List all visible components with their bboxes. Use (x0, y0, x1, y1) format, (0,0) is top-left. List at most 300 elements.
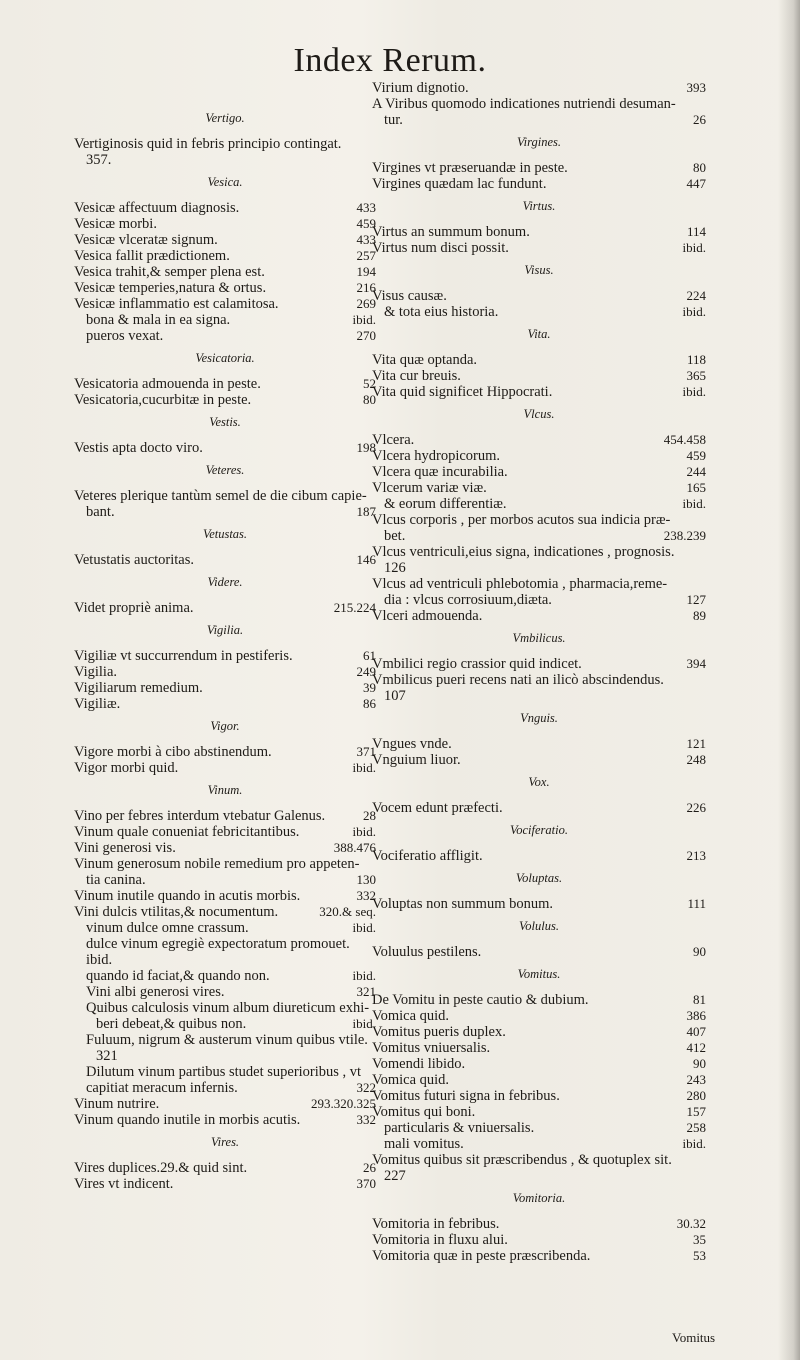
entry-text: vinum dulce omne crassum. (86, 920, 249, 936)
entry-pages: ibid. (682, 496, 706, 511)
index-entry (74, 152, 376, 168)
index-entry (74, 1048, 376, 1064)
section-heading: Vestis. (209, 415, 241, 429)
entry-pages: 86 (363, 696, 376, 711)
entry-pages: 320.& seq. (319, 904, 376, 919)
entry-pages: 157 (686, 1104, 706, 1119)
entry-pages: 280 (686, 1088, 706, 1103)
right-column (372, 80, 706, 1268)
entry-text: bant. (86, 504, 115, 520)
entry-text: Vlceri admouenda. (372, 608, 483, 624)
entry-pages: 198 (356, 440, 376, 455)
entry-text: & tota eius historia. (384, 304, 499, 320)
entry-pages: ibid. (682, 240, 706, 255)
entry-pages: 28 (363, 808, 376, 823)
index-section (74, 1134, 376, 1192)
entry-text: Vomica quid. (372, 1008, 450, 1024)
index-section (372, 1190, 706, 1264)
entry-text: mali vomitus. (384, 1136, 464, 1152)
entry-text: Vires vt indicent. (74, 1176, 174, 1192)
entry-text: tur. (384, 112, 403, 128)
entry-text: Vlcus ventriculi,eius signa, indicationes , prognosis. (372, 544, 675, 560)
entry-pages: ibid. (352, 968, 376, 983)
entry-pages: 187 (356, 504, 376, 519)
entry-pages: 194 (356, 264, 376, 279)
section-heading: Visus. (524, 263, 554, 277)
entry-text: 321 (96, 1048, 118, 1064)
index-entry (372, 512, 706, 528)
entry-text: Vini albi generosi vires. (86, 984, 225, 1000)
section-heading: Vita. (527, 327, 551, 341)
entry-pages: 370 (356, 1176, 376, 1191)
index-section (372, 918, 706, 960)
entry-text: Virgines quædam lac fundunt. (372, 176, 547, 192)
index-entry (372, 1152, 706, 1168)
entry-text: Quibus calculosis vinum album diureticum exhi- (86, 1000, 370, 1016)
index-entry (372, 1168, 706, 1184)
entry-pages: 216 (356, 280, 376, 295)
index-section (372, 774, 706, 816)
entry-pages: 332 (356, 1112, 376, 1127)
entry-text: pueros vexat. (86, 328, 164, 344)
entry-text: Vesicatoria,cucurbitæ in peste. (74, 392, 252, 408)
index-entry (372, 848, 706, 864)
entry-text: dulce vinum egregiè expectoratum promouet. (86, 936, 350, 952)
entry-pages: 130 (356, 872, 376, 887)
entry-pages: ibid. (352, 824, 376, 839)
entry-text: Vigiliarum remedium. (74, 680, 203, 696)
entry-text: 126 (384, 560, 406, 576)
entry-pages: 371 (356, 744, 376, 759)
entry-text: Vomendi libido. (372, 1056, 466, 1072)
section-heading: Vomitoria. (512, 1191, 566, 1205)
entry-text: Vinum quale conueniat febricitantibus. (74, 824, 300, 840)
entry-text: Vigiliæ vt succurrendum in pestiferis. (74, 648, 293, 664)
index-entry (74, 248, 376, 264)
index-entry (74, 1176, 376, 1192)
index-entry (372, 992, 706, 1008)
catchword: Vomitus (672, 1330, 716, 1345)
entry-text: Vomitus futuri signa in febribus. (372, 1088, 560, 1104)
index-section (372, 80, 706, 128)
index-entry (74, 504, 376, 520)
index-entry (74, 280, 376, 296)
entry-pages: 388.476 (333, 840, 376, 855)
section-heading: Vesicatoria. (195, 351, 255, 365)
entry-text: Voluulus pestilens. (372, 944, 482, 960)
entry-pages: 394 (686, 656, 706, 671)
section-heading: Vertigo. (205, 111, 245, 125)
index-entry (372, 560, 706, 576)
entry-pages: 226 (686, 800, 706, 815)
entry-pages: 433 (356, 232, 376, 247)
entry-pages: 224 (686, 288, 706, 303)
entry-text: capitiat meracum infernis. (86, 1080, 238, 1096)
entry-text: Vetustatis auctoritas. (74, 552, 195, 568)
entry-pages: 248 (686, 752, 706, 767)
entry-text: Vires duplices.29.& quid sint. (74, 1160, 248, 1176)
index-entry (74, 1112, 376, 1128)
index-entry (372, 464, 706, 480)
section-heading: Vetustas. (202, 527, 248, 541)
entry-text: Vita quid significet Hippocrati. (372, 384, 553, 400)
index-entry (372, 736, 706, 752)
entry-text: Vesica trahit,& semper plena est. (74, 264, 265, 280)
entry-text: De Vomitu in peste cautio & dubium. (372, 992, 589, 1008)
index-entry (74, 744, 376, 760)
entry-text: Videt propriè anima. (74, 600, 194, 616)
entry-text: Veteres plerique tantùm semel de die cibum capie- (74, 488, 367, 504)
index-entry (372, 1072, 706, 1088)
index-section (372, 198, 706, 256)
left-column (74, 104, 376, 1196)
entry-text: Vomitus quibus sit præscribendus , & quotuplex sit. (372, 1152, 672, 1168)
index-section (74, 622, 376, 712)
entry-text: particularis & vniuersalis. (384, 1120, 535, 1136)
entry-text: Vestis apta docto viro. (74, 440, 203, 456)
index-entry (74, 264, 376, 280)
index-entry (74, 824, 376, 840)
entry-text: Virtus an summum bonum. (372, 224, 530, 240)
index-entry (372, 1104, 706, 1120)
index-section (74, 174, 376, 344)
entry-pages: 257 (356, 248, 376, 263)
index-entry (372, 800, 706, 816)
entry-pages: 365 (686, 368, 706, 383)
entry-text: quando id faciat,& quando non. (86, 968, 270, 984)
index-entry (372, 1136, 706, 1152)
entry-text: Vlcera quæ incurabilia. (372, 464, 508, 480)
index-entry (372, 1216, 706, 1232)
entry-pages: 215.224 (333, 600, 376, 615)
index-section (74, 350, 376, 408)
entry-pages: 114 (686, 224, 706, 239)
entry-pages: 321 (356, 984, 376, 999)
entry-text: Vomitus pueris duplex. (372, 1024, 506, 1040)
entry-text: Vngues vnde. (372, 736, 452, 752)
section-heading: Virtus. (522, 199, 556, 213)
index-entry (74, 232, 376, 248)
entry-text: Virtus num disci possit. (372, 240, 509, 256)
index-entry (372, 160, 706, 176)
entry-pages: 270 (356, 328, 376, 343)
section-heading: Videre. (207, 575, 243, 589)
index-entry (74, 888, 376, 904)
section-heading: Vmbilicus. (512, 631, 566, 645)
index-section (372, 822, 706, 864)
entry-pages: 407 (686, 1024, 706, 1039)
entry-pages: 53 (693, 1248, 706, 1263)
index-entry (372, 672, 706, 688)
entry-text: Virium dignotio. (372, 80, 469, 96)
entry-text: bona & mala in ea signa. (86, 312, 231, 328)
index-entry (372, 80, 706, 96)
entry-text: Vlcus corporis , per morbos acutos sua indicia præ- (372, 512, 671, 528)
index-entry (74, 1080, 376, 1096)
entry-text: Vesicæ morbi. (74, 216, 157, 232)
entry-text: Vnguium liuor. (372, 752, 461, 768)
section-heading: Vlcus. (523, 407, 555, 421)
entry-pages: 30.32 (676, 1216, 706, 1231)
index-entry (372, 1024, 706, 1040)
entry-text: Vlcera. (372, 432, 415, 448)
entry-text: Vesicæ temperies,natura & ortus. (74, 280, 267, 296)
index-entry (372, 752, 706, 768)
entry-pages: 433 (356, 200, 376, 215)
section-heading: Vigilia. (206, 623, 244, 637)
index-entry (74, 552, 376, 568)
index-entry (74, 216, 376, 232)
entry-text: Voluptas non summum bonum. (372, 896, 553, 912)
index-entry (372, 688, 706, 704)
section-heading: Vinum. (207, 783, 243, 797)
entry-text: Vinum nutrire. (74, 1096, 160, 1112)
index-entry (74, 920, 376, 936)
entry-pages: 459 (356, 216, 376, 231)
entry-text: Virgines vt præseruandæ in peste. (372, 160, 568, 176)
entry-pages: ibid. (682, 1136, 706, 1151)
section-heading: Vociferatio. (510, 823, 568, 837)
index-entry (74, 440, 376, 456)
index-entry (74, 664, 376, 680)
index-entry (74, 1000, 376, 1016)
index-entry (372, 432, 706, 448)
index-entry (74, 760, 376, 776)
index-entry (372, 1008, 706, 1024)
index-entry (74, 200, 376, 216)
entry-text: Vini generosi vis. (74, 840, 176, 856)
entry-text: Vini dulcis vtilitas,& nocumentum. (74, 904, 279, 920)
entry-pages: 238.239 (663, 528, 706, 543)
entry-text: Vomitoria quæ in peste præscribenda. (372, 1248, 591, 1264)
entry-pages: ibid. (352, 920, 376, 935)
entry-text: Vlcus ad ventriculi phlebotomia , pharmacia,reme- (372, 576, 668, 592)
index-entry (74, 1160, 376, 1176)
entry-text: 357. (86, 152, 112, 168)
section-heading: Vesica. (207, 175, 243, 189)
entry-text: Vinum quando inutile in morbis acutis. (74, 1112, 301, 1128)
entry-pages: 386 (686, 1008, 706, 1023)
index-entry (372, 288, 706, 304)
entry-pages: ibid. (682, 304, 706, 319)
entry-pages: 165 (686, 480, 706, 495)
section-heading: Vomitus. (517, 967, 561, 981)
entry-text: beri debeat,& quibus non. (96, 1016, 247, 1032)
section-heading: Veteres. (205, 463, 245, 477)
index-entry (372, 896, 706, 912)
entry-pages: 447 (686, 176, 706, 191)
entry-text: Vlcera hydropicorum. (372, 448, 501, 464)
index-entry (74, 1064, 376, 1080)
entry-text: Fuluum, nigrum & austerum vinum quibus vtile. (86, 1032, 368, 1048)
entry-text: tia canina. (86, 872, 146, 888)
index-entry (74, 952, 376, 968)
entry-pages: 90 (693, 1056, 706, 1071)
index-entry (372, 1040, 706, 1056)
entry-pages: 111 (687, 896, 706, 911)
entry-text: Vino per febres interdum vtebatur Galenus. (74, 808, 326, 824)
entry-pages: 393 (686, 80, 706, 95)
index-entry (74, 968, 376, 984)
section-heading: Vox. (528, 775, 550, 789)
entry-text: 107 (384, 688, 406, 704)
index-entry (372, 96, 706, 112)
entry-pages: 213 (686, 848, 706, 863)
index-entry (372, 368, 706, 384)
index-entry (372, 496, 706, 512)
index-entry (372, 592, 706, 608)
entry-text: Dilutum vinum partibus studet superioribus , vt (86, 1064, 362, 1080)
index-entry (372, 1248, 706, 1264)
index-entry (372, 352, 706, 368)
index-entry (372, 384, 706, 400)
entry-text: bet. (384, 528, 406, 544)
index-section (74, 526, 376, 568)
entry-pages: 127 (686, 592, 706, 607)
entry-text: Vmbilici regio crassior quid indicet. (372, 656, 582, 672)
entry-text: Visus causæ. (372, 288, 447, 304)
entry-pages: 39 (363, 680, 376, 695)
entry-pages: 121 (686, 736, 706, 751)
section-heading: Volulus. (519, 919, 559, 933)
index-entry (74, 1032, 376, 1048)
entry-pages: 35 (693, 1232, 706, 1247)
index-entry (74, 1096, 376, 1112)
index-entry (74, 680, 376, 696)
entry-text: Vesicæ inflammatio est calamitosa. (74, 296, 279, 312)
index-entry (74, 136, 376, 152)
index-section (372, 630, 706, 704)
entry-pages: 80 (363, 392, 376, 407)
index-entry (74, 808, 376, 824)
index-section (372, 262, 706, 320)
entry-text: Vmbilicus pueri recens nati an ilicò abscindendus. (372, 672, 664, 688)
entry-pages: 118 (686, 352, 706, 367)
entry-pages: 249 (356, 664, 376, 679)
entry-text: Vigilia. (74, 664, 118, 680)
index-entry (74, 392, 376, 408)
entry-text: Vesica fallit prædictionem. (74, 248, 230, 264)
entry-text: Vinum inutile quando in acutis morbis. (74, 888, 301, 904)
index-entry (372, 1056, 706, 1072)
index-entry (372, 544, 706, 560)
index-entry (372, 1232, 706, 1248)
entry-text: Vertiginosis quid in febris principio contingat. (74, 136, 342, 152)
entry-text: Vesicæ affectuum diagnosis. (74, 200, 240, 216)
index-entry (372, 1120, 706, 1136)
entry-pages: ibid. (682, 384, 706, 399)
entry-pages: 293.320.325 (311, 1096, 376, 1111)
index-entry (372, 1088, 706, 1104)
entry-text: Vesicæ vlceratæ signum. (74, 232, 218, 248)
index-entry (372, 112, 706, 128)
entry-text: Vita cur breuis. (372, 368, 461, 384)
entry-text: Vomica quid. (372, 1072, 450, 1088)
index-section (74, 574, 376, 616)
entry-pages: 244 (686, 464, 706, 479)
index-section (372, 710, 706, 768)
entry-text: Vomitus qui boni. (372, 1104, 476, 1120)
index-section (74, 110, 376, 168)
entry-pages: 454.458 (663, 432, 706, 447)
entry-pages: 269 (356, 296, 376, 311)
index-entry (372, 448, 706, 464)
entry-pages: 26 (693, 112, 706, 127)
entry-pages: 412 (686, 1040, 706, 1055)
section-heading: Vigor. (210, 719, 240, 733)
entry-text: dia : vlcus corrosiuum,diæta. (384, 592, 552, 608)
index-entry (372, 480, 706, 496)
index-entry (74, 840, 376, 856)
index-section (372, 326, 706, 400)
index-section (74, 782, 376, 1128)
entry-pages: ibid. (352, 312, 376, 327)
entry-text: 227 (384, 1168, 406, 1184)
index-entry (74, 328, 376, 344)
index-section (372, 870, 706, 912)
entry-text: Vocem edunt præfecti. (372, 800, 503, 816)
page-edge-shadow (778, 0, 800, 1360)
index-entry (372, 944, 706, 960)
section-heading: Voluptas. (515, 871, 563, 885)
entry-pages: 52 (363, 376, 376, 391)
entry-pages: ibid. (352, 760, 376, 775)
index-entry (372, 576, 706, 592)
index-section (74, 718, 376, 776)
index-section (372, 134, 706, 192)
entry-pages: 322 (356, 1080, 376, 1095)
index-entry (74, 376, 376, 392)
index-entry (372, 656, 706, 672)
index-entry (74, 984, 376, 1000)
index-entry (372, 176, 706, 192)
index-section (372, 966, 706, 1184)
entry-text: Vigiliæ. (74, 696, 121, 712)
entry-pages: 81 (693, 992, 706, 1007)
entry-text: Vociferatio affligit. (372, 848, 483, 864)
index-entry (74, 600, 376, 616)
entry-text: Vomitus vniuersalis. (372, 1040, 491, 1056)
entry-text: Vita quæ optanda. (372, 352, 478, 368)
entry-pages: 80 (693, 160, 706, 175)
index-entry (74, 904, 376, 920)
index-entry (74, 296, 376, 312)
index-entry (74, 488, 376, 504)
entry-text: Vinum generosum nobile remedium pro appeten- (74, 856, 360, 872)
index-entry (74, 872, 376, 888)
index-entry (372, 304, 706, 320)
page-title: Index Rerum. (293, 42, 487, 79)
index-section (74, 414, 376, 456)
entry-text: Vigor morbi quid. (74, 760, 179, 776)
index-section (372, 406, 706, 624)
entry-pages: 258 (686, 1120, 706, 1135)
section-heading: Virgines. (516, 135, 562, 149)
index-entry (372, 528, 706, 544)
entry-pages: 146 (356, 552, 376, 567)
entry-pages: 26 (363, 1160, 376, 1175)
index-entry (74, 696, 376, 712)
index-entry (74, 648, 376, 664)
index-entry (372, 224, 706, 240)
entry-pages: 90 (693, 944, 706, 959)
index-entry (74, 312, 376, 328)
section-heading: Vires. (210, 1135, 240, 1149)
index-section (74, 462, 376, 520)
entry-text: Vlcerum variæ viæ. (372, 480, 487, 496)
index-entry (372, 240, 706, 256)
entry-text: Vesicatoria admouenda in peste. (74, 376, 261, 392)
